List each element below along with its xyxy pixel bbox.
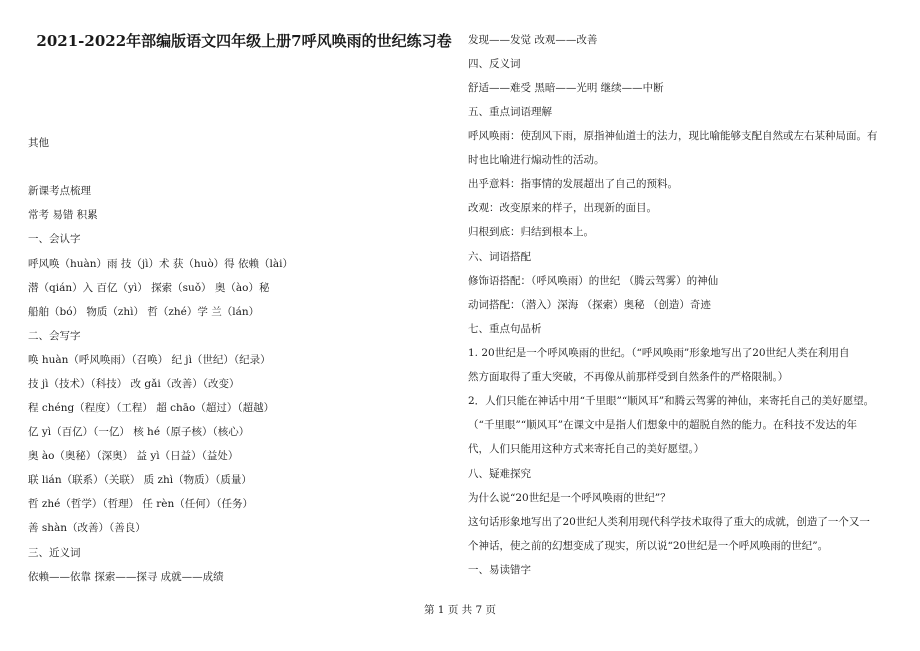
- left-line-14: 哲 zhé（哲学）（哲理） 任 rèn（任何）（任务）: [28, 498, 254, 510]
- left-line-3: 一、会认字: [28, 233, 81, 245]
- left-line-10: 程 chéng（程度）（工程） 超 chāo（超过）（超越）: [28, 402, 275, 414]
- left-line-8: 唤 huàn（呼风唤雨）（召唤） 纪 jì（世纪）（纪录）: [28, 354, 271, 366]
- left-line-6: 船舶（bó） 物质（zhì） 哲（zhé）学 兰（lán）: [28, 306, 260, 318]
- right-line-16: （“千里眼”“顺风耳”在课文中是指人们想象中的超脱自然的能力。在科技不发达的年: [468, 419, 857, 431]
- document-title: 2021-2022年部编版语文四年级上册7呼风唤雨的世纪练习卷: [36, 32, 452, 50]
- right-line-7: 改观：改变原来的样子，出现新的面目。: [468, 202, 657, 214]
- right-line-20: 这句话形象地写出了20世纪人类利用现代科学技术取得了重大的成就，创造了一个又一: [468, 516, 870, 528]
- right-line-19: 为什么说“20世纪是一个呼风唤雨的世纪”？: [468, 492, 671, 504]
- right-line-5: 时也比喻进行煽动性的活动。: [468, 154, 605, 166]
- left-line-1: 新课考点梳理: [28, 185, 91, 197]
- right-line-4: 呼风唤雨：使刮风下雨，原指神仙道士的法力，现比喻能够支配自然或左右某种局面。有: [468, 130, 878, 142]
- right-line-6: 出乎意料：指事情的发展超出了自己的预料。: [468, 178, 678, 190]
- right-line-11: 动词搭配：（潜入）深海 （探索）奥秘 （创造）奇迹: [468, 299, 711, 311]
- right-line-12: 七、重点句品析: [468, 323, 542, 335]
- left-line-13: 联 lián（联系）（关联） 质 zhì（物质）（质量）: [28, 474, 252, 486]
- right-line-22: 一、易读错字: [468, 564, 531, 576]
- right-line-13: 1. 20世纪是一个呼风唤雨的世纪。（“呼风唤雨”形象地写出了20世纪人类在利用自: [468, 347, 850, 359]
- left-line-4: 呼风唤（huàn）雨 技（jì）术 获（huò）得 依赖（lài）: [28, 258, 293, 270]
- right-line-2: 舒适——难受 黑暗——光明 继续——中断: [468, 82, 664, 94]
- right-line-8: 归根到底：归结到根本上。: [468, 226, 594, 238]
- left-line-11: 亿 yì（百亿）（一亿） 核 hé（原子核）（核心）: [28, 426, 250, 438]
- right-line-1: 四、反义词: [468, 58, 521, 70]
- left-line-7: 二、会写字: [28, 330, 81, 342]
- right-line-21: 个神话，使之前的幻想变成了现实，所以说“20世纪是一个呼风唤雨的世纪”。: [468, 540, 829, 552]
- left-line-2: 常考 易错 积累: [28, 209, 98, 221]
- right-line-10: 修饰语搭配：（呼风唤雨）的世纪 （腾云驾雾）的神仙: [468, 275, 719, 287]
- right-line-14: 然方面取得了重大突破，不再像从前那样受到自然条件的严格限制。）: [468, 371, 789, 383]
- left-line-5: 潜（qián）入 百亿（yì） 探索（suǒ） 奥（ào）秘: [28, 282, 270, 294]
- left-line-16: 三、近义词: [28, 547, 81, 559]
- right-line-17: 代，人们只能用这种方式来寄托自己的美好愿望。）: [468, 443, 705, 455]
- right-line-9: 六、词语搭配: [468, 251, 531, 263]
- left-line-15: 善 shàn（改善）（善良）: [28, 522, 146, 534]
- right-line-0: 发现——发觉 改观——改善: [468, 34, 598, 46]
- page-number-footer: 第 1 页 共 7 页: [423, 604, 497, 616]
- left-line-0: 其他: [28, 137, 49, 149]
- right-line-15: 2．人们只能在神话中用“千里眼”“顺风耳”和腾云驾雾的神仙，来寄托自己的美好愿望。: [468, 395, 875, 407]
- right-line-3: 五、重点词语理解: [468, 106, 552, 118]
- left-line-17: 依赖——依靠 探索——探寻 成就——成绩: [28, 571, 224, 583]
- right-line-18: 八、疑难探究: [468, 468, 531, 480]
- left-line-12: 奥 ào（奥秘）（深奥） 益 yì（日益）（益处）: [28, 450, 239, 462]
- left-line-9: 技 jì（技术）（科技） 改 gǎi（改善）（改变）: [28, 378, 240, 390]
